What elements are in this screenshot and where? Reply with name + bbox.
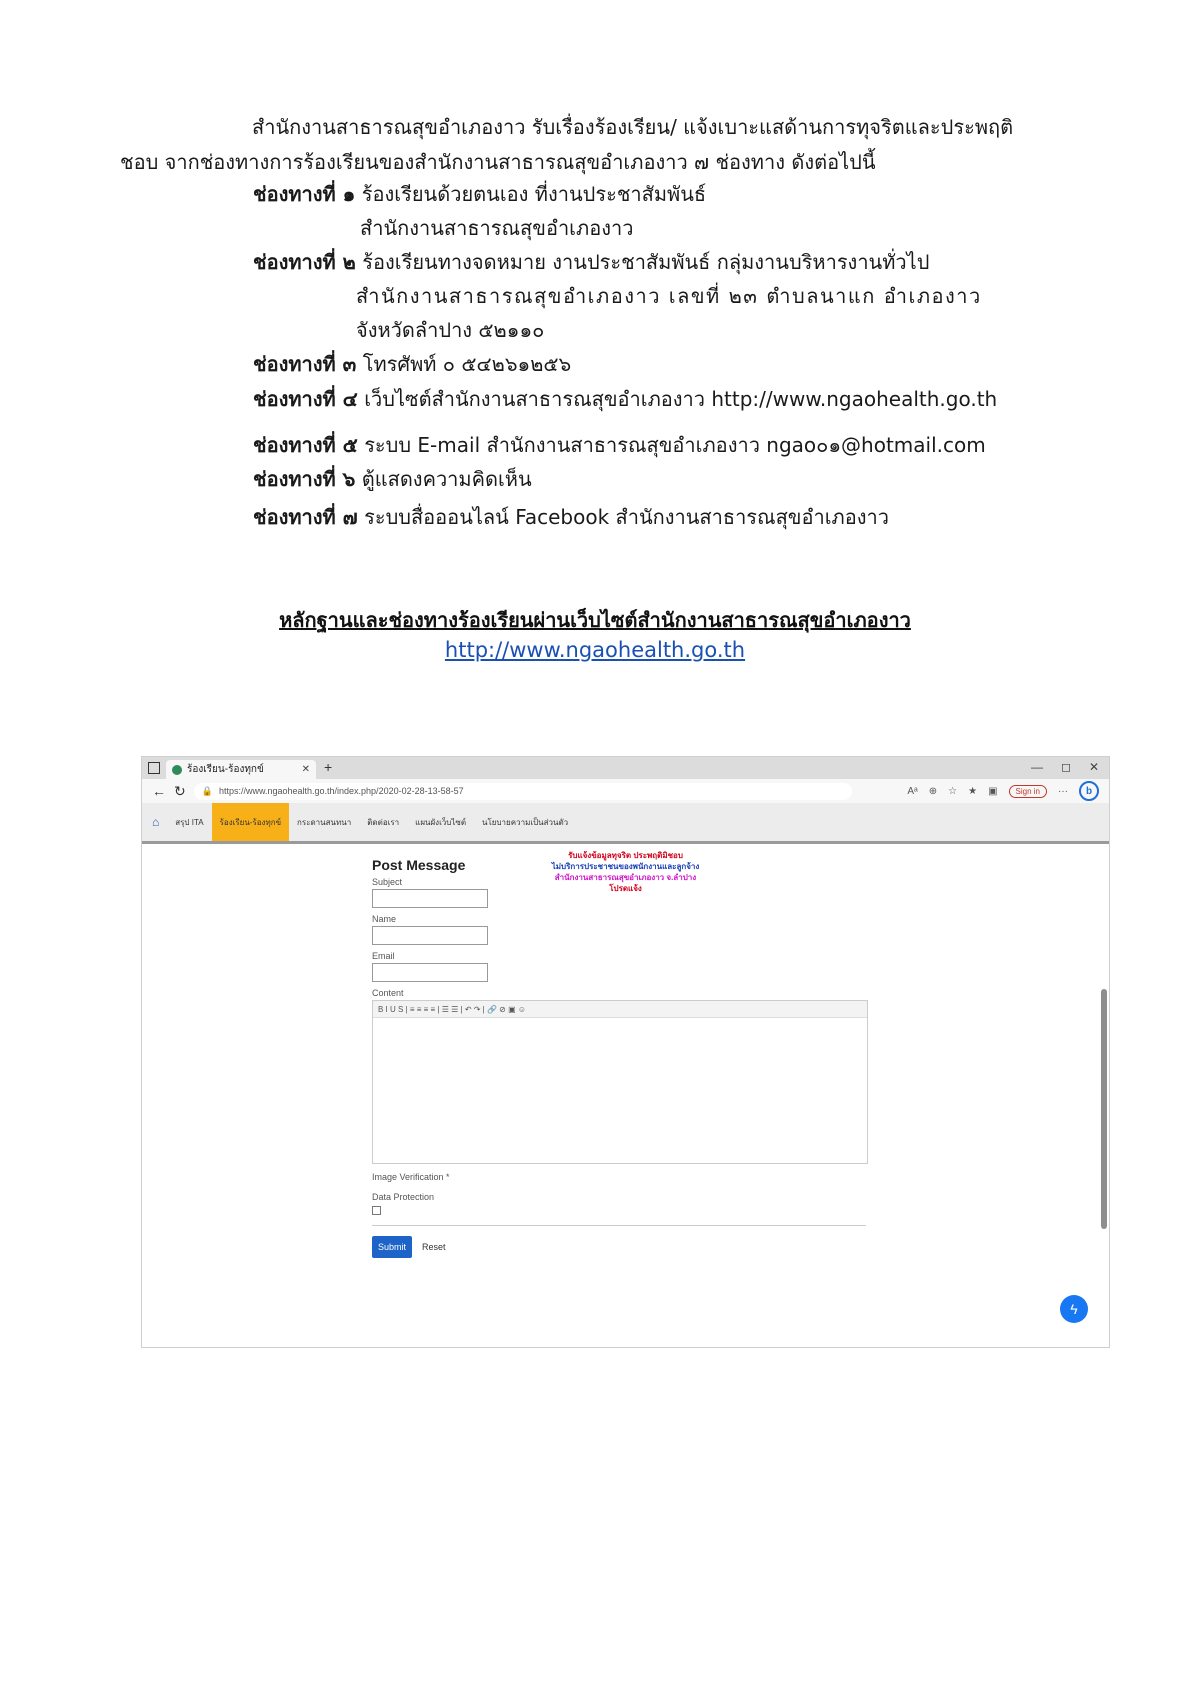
channel-text: เว็บไซต์สำนักงานสาธารณสุขอำเภองาว http://www.ngaohealth.go.th [364,387,998,411]
menu-item-privacy[interactable]: นโยบายความเป็นส่วนตัว [482,817,569,827]
tab-bar [142,757,1109,779]
site-menu [142,803,1109,844]
subject-label: Subject [372,877,403,887]
channel-label: ช่องทางที่ ๑ [253,182,356,206]
content-label: Content [372,988,404,998]
channel-2-cont-2: จังหวัดลำปาง ๕๒๑๑๐ [356,318,545,342]
form-buttons [372,1236,872,1258]
channel-4 [253,385,997,413]
email-input[interactable] [372,963,488,982]
channel-label: ช่องทางที่ ๖ [253,467,356,491]
scrollbar-thumb[interactable] [1101,989,1107,1229]
image-verification-label: Image Verification * [372,1172,450,1182]
channel-1 [253,180,706,208]
channel-3 [253,350,571,378]
channel-text: ระบบ E-mail สำนักงานสาธารณสุขอำเภองาว ngao๐๑@hotmail.com [364,433,986,457]
back-icon[interactable]: ← [152,783,166,799]
channel-1-cont: สำนักงานสาธารณสุขอำเภองาว [360,216,634,240]
tab-title: ร้องเรียน-ร้องทุกข์ [187,764,264,775]
channel-text: ร้องเรียนด้วยตนเอง ที่งานประชาสัมพันธ์ [361,182,707,206]
close-tab-icon[interactable]: ✕ [301,764,310,775]
home-icon[interactable]: ⌂ [152,815,160,829]
data-protection-label: Data Protection [372,1192,435,1202]
channel-text: ร้องเรียนทางจดหมาย งานประชาสัมพันธ์ กลุ่มงานบริหารงานทั่วไป [362,250,930,274]
refresh-icon[interactable]: ↻ [174,782,186,799]
menu-item-ita[interactable]: สรุป ITA [175,817,204,827]
zoom-icon[interactable]: ⊕ [928,785,938,797]
menu-item-forum[interactable]: กระดานสนทนา [297,817,352,827]
favicon-icon [172,765,182,775]
channel-6 [253,465,532,493]
post-message-form [372,857,872,1258]
channel-text: ตู้แสดงความคิดเห็น [361,467,532,491]
read-aloud-icon[interactable]: Aᵃ [907,785,918,797]
messenger-icon[interactable]: ϟ [1060,1295,1088,1323]
divider [372,1225,866,1226]
name-label: Name [372,914,397,924]
menu-item-contact[interactable]: ติดต่อเรา [367,817,400,827]
address-bar [142,779,1109,803]
data-protection-checkbox[interactable] [372,1206,381,1215]
channel-2-cont-1: สำนักงานสาธารณสุขอำเภองาว เลขที่ ๒๓ ตำบลนาแก อำเภองาว [356,284,982,308]
evidence-title: หลักฐานและช่องทางร้องเรียนผ่านเว็บไซต์สำนักงานสาธารณสุขอำเภองาว [279,608,911,632]
maximize-icon[interactable]: ◻ [1061,760,1071,774]
channel-label: ช่องทางที่ ๗ [253,505,358,529]
channel-5 [253,431,986,459]
toolbar-icons [907,781,1099,801]
intro-line-2: ชอบ จากช่องทางการร้องเรียนของสำนักงานสาธารณสุขอำเภองาว ๗ ช่องทาง ดังต่อไปนี้ [120,150,876,174]
editor-toolbar[interactable]: B I U S | ≡ ≡ ≡ ≡ | ☰ ☰ | ↶ ↷ | 🔗 ⊘ ▣ ☺ [373,1001,867,1018]
subject-input[interactable] [372,889,488,908]
lock-icon: 🔒 [201,785,213,796]
email-label: Email [372,951,395,961]
channel-label: ช่องทางที่ ๔ [253,387,358,411]
channel-text: โทรศัพท์ ๐ ๕๔๒๖๑๒๕๖ [362,352,572,376]
notice-line: โปรดแจ้ง [609,884,642,893]
favorites-icon[interactable]: ★ [968,785,978,797]
channel-2 [253,248,929,276]
browser-screenshot [141,756,1110,1348]
submit-button[interactable]: Submit [372,1236,412,1258]
channel-7 [253,503,889,531]
intro-line-1: สำนักงานสาธารณสุขอำเภองาว รับเรื่องร้องเรียน/ แจ้งเบาะแสด้านการทุจริตและประพฤติ [252,115,1014,139]
minimize-icon[interactable]: — [1031,760,1043,774]
channel-label: ช่องทางที่ ๓ [253,352,357,376]
menu-item-complaint[interactable]: ร้องเรียน-ร้องทุกข์ [212,803,289,841]
channel-label: ช่องทางที่ ๒ [253,250,356,274]
content-textarea[interactable] [373,1018,867,1163]
url-text: https://www.ngaohealth.go.th/index.php/2020-02-28-13-58-57 [218,786,464,796]
collections-icon[interactable]: ▣ [988,785,998,797]
form-heading: Post Message [372,857,466,873]
menu-item-sitemap[interactable]: แผนผังเว็บไซต์ [415,817,467,827]
window-close-icon[interactable]: ✕ [1088,760,1099,774]
sign-in-button[interactable]: Sign in [1009,785,1047,798]
reset-button[interactable]: Reset [422,1242,446,1252]
url-input[interactable] [194,783,852,800]
evidence-url-link[interactable]: http://www.ngaohealth.go.th [444,638,746,662]
new-tab-icon[interactable]: + [324,759,333,775]
notice-line: สำนักงานสาธารณสุขอำเภองาว จ.ลำปาง [554,873,697,882]
notice-line: รับแจ้งข้อมูลทุจริต ประพฤติมิชอบ [568,851,683,860]
window-menu-icon[interactable] [148,762,160,774]
bing-icon[interactable]: b [1079,781,1099,801]
notice-line: ไม่บริการประชาชนของพนักงานและลูกจ้าง [551,862,700,871]
content-editor [372,1000,868,1164]
more-icon[interactable]: ··· [1058,785,1068,797]
browser-tab[interactable] [166,760,316,779]
channel-label: ช่องทางที่ ๕ [253,433,358,457]
tracking-icon[interactable]: ☆ [948,785,958,797]
channel-text: ระบบสื่อออนไลน์ Facebook สำนักงานสาธารณสุขอำเภองาว [364,505,889,529]
name-input[interactable] [372,926,488,945]
